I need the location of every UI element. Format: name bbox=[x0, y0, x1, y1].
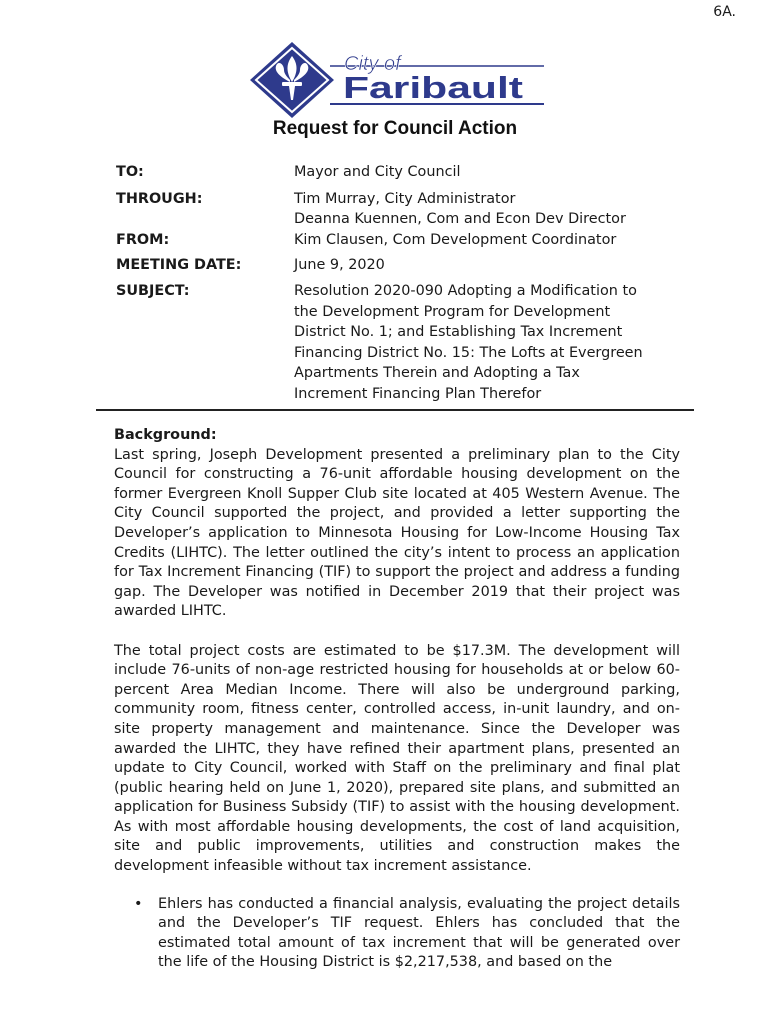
to-value: Mayor and City Council bbox=[294, 164, 461, 180]
subject-line: Financing District No. 15: The Lofts at Evergreen bbox=[294, 344, 643, 361]
subject-line: the Development Program for Development bbox=[294, 303, 611, 320]
through-value-2: Deanna Kuennen, Com and Econ Dev Director bbox=[294, 211, 626, 228]
memo-header bbox=[116, 162, 686, 405]
meeting-date-label: MEETING DATE: bbox=[116, 257, 242, 274]
city-logo bbox=[246, 40, 546, 120]
subject-line: District No. 1; and Establishing Tax Increment bbox=[294, 324, 623, 341]
subject-line: Increment Financing Plan Therefor bbox=[294, 385, 542, 402]
subject-label: SUBJECT: bbox=[116, 282, 190, 299]
background-heading: Background: bbox=[114, 427, 217, 443]
memo-through-row bbox=[116, 189, 686, 230]
header-divider bbox=[96, 409, 694, 411]
logo-city-of: City of bbox=[344, 53, 401, 75]
background-paragraph-2: The total project costs are estimated to be $17.3M. The development will include 76-units of non-age restricted housing for households at or below 60-percent Area Median Income. There will also be underground parking, community room, fitness center, controlled access, in-unit laundry, and on-site property management and maintenance. Since the Developer was awarded the LIHTC, they have refined their apartment plans, presented an update to City Council, worked with Staff on the preliminary and final plat (public hearing held on June 1, 2020), prepared site plans, and submitted an application for Business Subsidy (TIF) to assist with the housing development. As with most affordable housing developments, the cost of land acquisition, site and public improvements, utilities and construction makes the development infeasible without tax increment assistance. bbox=[114, 642, 680, 875]
background-paragraph-1: Last spring, Joseph Development presented a preliminary plan to the City Council for constructing a 76-unit affordable housing development on the former Evergreen Knoll Supper Club site located at 405 Western Avenue. The City Council supported the project, and provided a letter supporting the Developer’s application to Minnesota Housing for Low-Income Housing Tax Credits (LIHTC). The letter outlined the city’s intent to process an application for Tax Increment Financing (TIF) to support the project and address a funding gap. The Developer was notified in December 2019 that their project was awarded LIHTC. bbox=[114, 446, 680, 620]
meeting-date-value: June 9, 2020 bbox=[294, 257, 385, 274]
from-label: FROM: bbox=[116, 231, 170, 248]
bullet-item bbox=[114, 895, 680, 973]
bullet-icon: • bbox=[134, 895, 143, 912]
from-value: Kim Clausen, Com Development Coordinator bbox=[294, 231, 617, 248]
subject-line: Apartments Therein and Adopting a Tax bbox=[294, 365, 580, 382]
through-label: THROUGH: bbox=[116, 190, 203, 207]
to-label: TO: bbox=[116, 164, 144, 180]
page-number: 6A. bbox=[713, 4, 736, 20]
through-value-1: Tim Murray, City Administrator bbox=[294, 190, 516, 207]
page-title: Request for Council Action bbox=[272, 118, 518, 139]
memo-subject-row bbox=[116, 281, 686, 405]
document-body bbox=[114, 426, 680, 973]
memo-meeting-date-row bbox=[116, 255, 686, 276]
memo-to-row bbox=[116, 162, 686, 183]
memo-from-row bbox=[116, 230, 686, 251]
subject-line: Resolution 2020-090 Adopting a Modification to bbox=[294, 282, 637, 299]
logo-city-name: Faribault bbox=[343, 70, 523, 105]
bullet-text: Ehlers has conducted a financial analysis, evaluating the project details and the Developer’s TIF request. Ehlers has concluded that the estimated total amount of tax increment that will be generated over the life of the Housing District is $2,217,538, and based on the bbox=[158, 895, 680, 971]
